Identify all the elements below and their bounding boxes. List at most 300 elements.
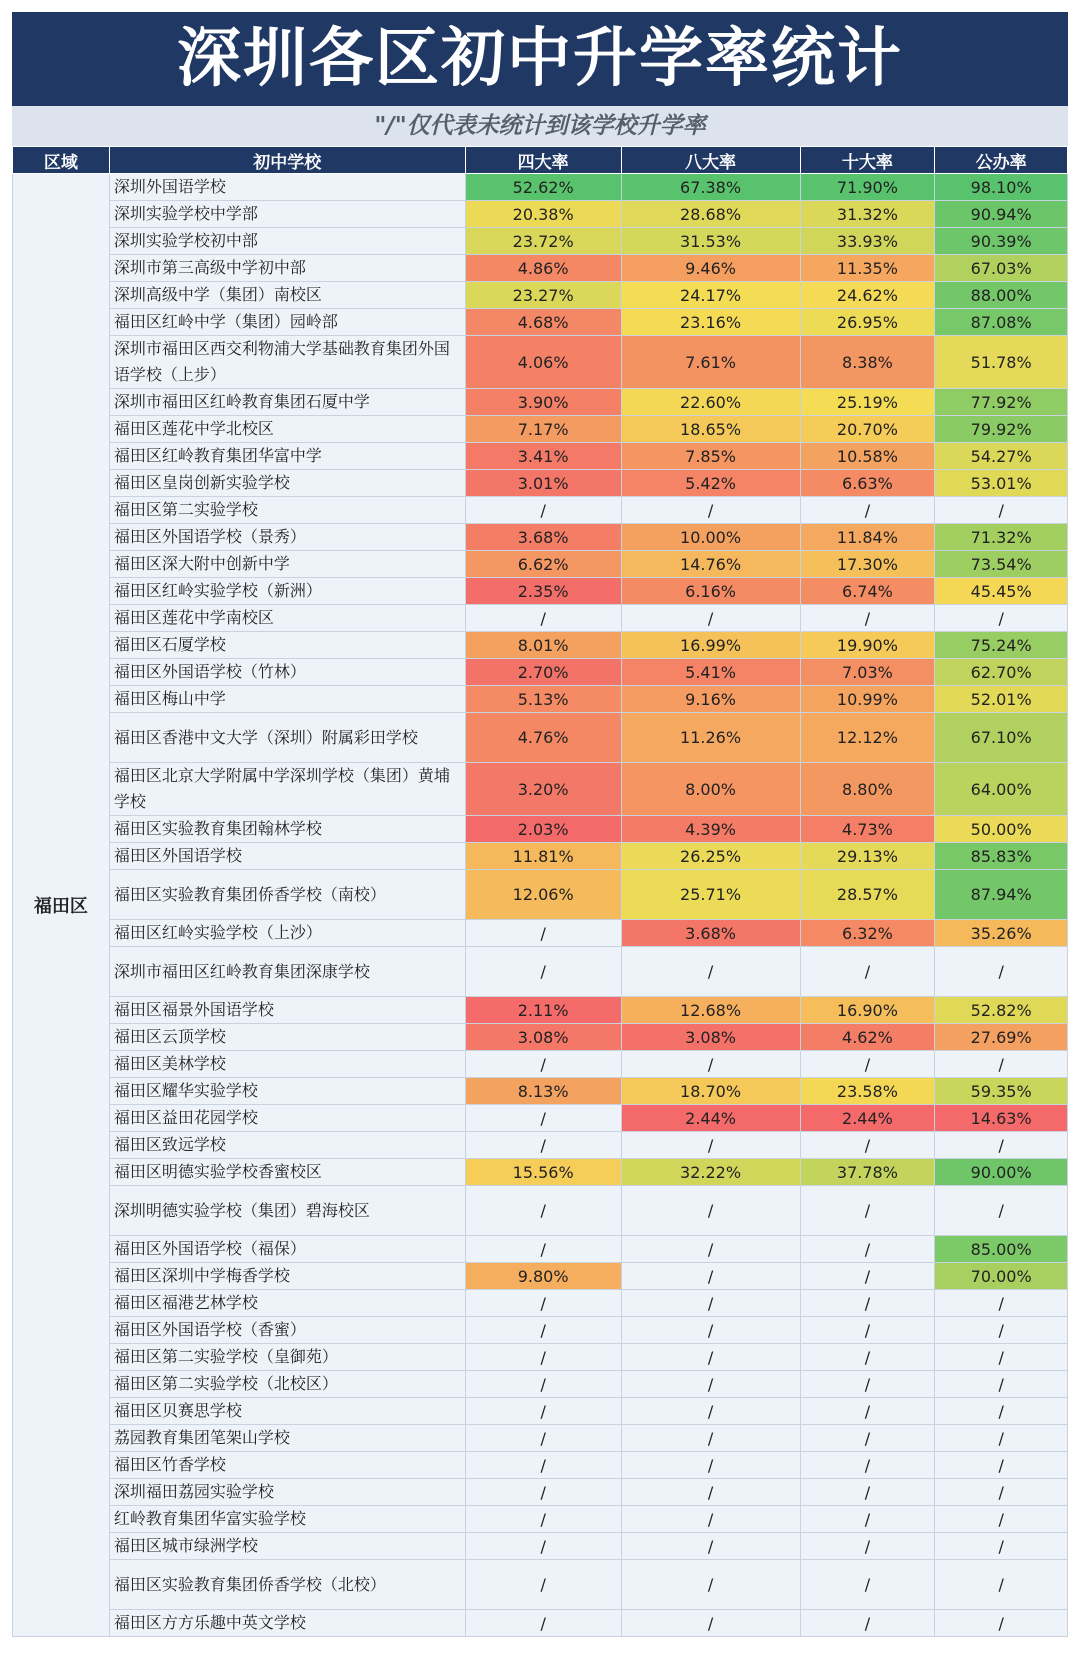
- public-rate-cell: 87.94%: [935, 870, 1068, 920]
- table-row: [13, 282, 1068, 309]
- table-row: [13, 443, 1068, 470]
- region-cell: 福田区: [13, 174, 110, 1637]
- table-row: [13, 1024, 1068, 1051]
- table-row: [13, 659, 1068, 686]
- school-name-cell: 福田区云顶学校: [109, 1024, 465, 1051]
- top8-rate-cell: /: [621, 1051, 800, 1078]
- table-row: [13, 1371, 1068, 1398]
- top8-rate-cell: 31.53%: [621, 228, 800, 255]
- header-public-rate: 公办率: [935, 147, 1068, 174]
- school-name-cell: 福田区皇岗创新实验学校: [109, 470, 465, 497]
- table-row: [13, 470, 1068, 497]
- public-rate-cell: 88.00%: [935, 282, 1068, 309]
- school-name-cell: 福田区福港艺林学校: [109, 1290, 465, 1317]
- public-rate-cell: 64.00%: [935, 763, 1068, 816]
- top10-rate-cell: /: [800, 1533, 935, 1560]
- top4-rate-cell: 2.35%: [465, 578, 621, 605]
- school-name-cell: 深圳市第三高级中学初中部: [109, 255, 465, 282]
- table-row: [13, 174, 1068, 201]
- top4-rate-cell: /: [465, 605, 621, 632]
- public-rate-cell: 87.08%: [935, 309, 1068, 336]
- school-name-cell: 红岭教育集团华富实验学校: [109, 1506, 465, 1533]
- school-name-cell: 福田区红岭实验学校（新洲）: [109, 578, 465, 605]
- top4-rate-cell: 9.80%: [465, 1263, 621, 1290]
- top8-rate-cell: 24.17%: [621, 282, 800, 309]
- top10-rate-cell: /: [800, 1344, 935, 1371]
- top10-rate-cell: 6.74%: [800, 578, 935, 605]
- public-rate-cell: 67.10%: [935, 713, 1068, 763]
- public-rate-cell: /: [935, 1506, 1068, 1533]
- top10-rate-cell: /: [800, 1371, 935, 1398]
- top8-rate-cell: 14.76%: [621, 551, 800, 578]
- top4-rate-cell: 3.41%: [465, 443, 621, 470]
- public-rate-cell: 90.00%: [935, 1159, 1068, 1186]
- top8-rate-cell: 26.25%: [621, 843, 800, 870]
- top10-rate-cell: /: [800, 1132, 935, 1159]
- top10-rate-cell: 26.95%: [800, 309, 935, 336]
- top10-rate-cell: /: [800, 1479, 935, 1506]
- public-rate-cell: /: [935, 1317, 1068, 1344]
- table-row: [13, 416, 1068, 443]
- header-top10-rate: 十大率: [800, 147, 935, 174]
- public-rate-cell: /: [935, 1560, 1068, 1610]
- top10-rate-cell: 2.44%: [800, 1105, 935, 1132]
- top4-rate-cell: 4.06%: [465, 336, 621, 389]
- table-row: [13, 389, 1068, 416]
- top4-rate-cell: 2.11%: [465, 997, 621, 1024]
- top10-rate-cell: /: [800, 1560, 935, 1610]
- top4-rate-cell: /: [465, 1533, 621, 1560]
- top10-rate-cell: 37.78%: [800, 1159, 935, 1186]
- public-rate-cell: 75.24%: [935, 632, 1068, 659]
- school-name-cell: 福田区外国语学校（竹林）: [109, 659, 465, 686]
- top8-rate-cell: 7.85%: [621, 443, 800, 470]
- top10-rate-cell: 7.03%: [800, 659, 935, 686]
- top4-rate-cell: 3.68%: [465, 524, 621, 551]
- public-rate-cell: 54.27%: [935, 443, 1068, 470]
- top8-rate-cell: 12.68%: [621, 997, 800, 1024]
- top8-rate-cell: 9.16%: [621, 686, 800, 713]
- top10-rate-cell: /: [800, 1506, 935, 1533]
- school-name-cell: 福田区香港中文大学（深圳）附属彩田学校: [109, 713, 465, 763]
- top8-rate-cell: /: [621, 497, 800, 524]
- school-name-cell: 福田区第二实验学校（皇御苑）: [109, 1344, 465, 1371]
- top8-rate-cell: 18.65%: [621, 416, 800, 443]
- table-row: [13, 1236, 1068, 1263]
- school-name-cell: 深圳实验学校中学部: [109, 201, 465, 228]
- top4-rate-cell: 23.27%: [465, 282, 621, 309]
- table-row: [13, 255, 1068, 282]
- top4-rate-cell: /: [465, 920, 621, 947]
- school-name-cell: 福田区实验教育集团侨香学校（南校）: [109, 870, 465, 920]
- public-rate-cell: 62.70%: [935, 659, 1068, 686]
- school-name-cell: 福田区美林学校: [109, 1051, 465, 1078]
- public-rate-cell: /: [935, 1132, 1068, 1159]
- top4-rate-cell: /: [465, 1051, 621, 1078]
- table-row: [13, 1051, 1068, 1078]
- top8-rate-cell: /: [621, 1371, 800, 1398]
- table-row: [13, 1344, 1068, 1371]
- top4-rate-cell: 3.20%: [465, 763, 621, 816]
- top8-rate-cell: 3.68%: [621, 920, 800, 947]
- top10-rate-cell: /: [800, 1263, 935, 1290]
- top4-rate-cell: /: [465, 1452, 621, 1479]
- top8-rate-cell: 7.61%: [621, 336, 800, 389]
- top8-rate-cell: 28.68%: [621, 201, 800, 228]
- table-row: [13, 551, 1068, 578]
- top4-rate-cell: /: [465, 947, 621, 997]
- school-name-cell: 福田区北京大学附属中学深圳学校（集团）黄埔学校: [109, 763, 465, 816]
- public-rate-cell: /: [935, 497, 1068, 524]
- top4-rate-cell: 4.68%: [465, 309, 621, 336]
- top10-rate-cell: 28.57%: [800, 870, 935, 920]
- top4-rate-cell: 3.08%: [465, 1024, 621, 1051]
- top8-rate-cell: /: [621, 1132, 800, 1159]
- school-name-cell: 福田区莲花中学北校区: [109, 416, 465, 443]
- table-row: [13, 870, 1068, 920]
- public-rate-cell: 98.10%: [935, 174, 1068, 201]
- top10-rate-cell: 23.58%: [800, 1078, 935, 1105]
- school-name-cell: 福田区深圳中学梅香学校: [109, 1263, 465, 1290]
- top4-rate-cell: 12.06%: [465, 870, 621, 920]
- public-rate-cell: /: [935, 1371, 1068, 1398]
- top4-rate-cell: /: [465, 1479, 621, 1506]
- top8-rate-cell: 23.16%: [621, 309, 800, 336]
- public-rate-cell: /: [935, 1452, 1068, 1479]
- school-name-cell: 福田区梅山中学: [109, 686, 465, 713]
- top4-rate-cell: /: [465, 1105, 621, 1132]
- public-rate-cell: /: [935, 1533, 1068, 1560]
- top10-rate-cell: 8.80%: [800, 763, 935, 816]
- top10-rate-cell: 31.32%: [800, 201, 935, 228]
- school-name-cell: 深圳明德实验学校（集团）碧海校区: [109, 1186, 465, 1236]
- top8-rate-cell: 5.42%: [621, 470, 800, 497]
- top10-rate-cell: 6.32%: [800, 920, 935, 947]
- table-row: [13, 1290, 1068, 1317]
- table-row: [13, 1105, 1068, 1132]
- public-rate-cell: 52.01%: [935, 686, 1068, 713]
- table-row: [13, 497, 1068, 524]
- public-rate-cell: 79.92%: [935, 416, 1068, 443]
- top8-rate-cell: /: [621, 1533, 800, 1560]
- top4-rate-cell: 7.17%: [465, 416, 621, 443]
- top8-rate-cell: 8.00%: [621, 763, 800, 816]
- school-name-cell: 深圳市福田区西交利物浦大学基础教育集团外国语学校（上步）: [109, 336, 465, 389]
- public-rate-cell: 50.00%: [935, 816, 1068, 843]
- page-subtitle: "/"仅代表未统计到该学校升学率: [12, 106, 1068, 146]
- top4-rate-cell: /: [465, 1290, 621, 1317]
- school-name-cell: 福田区实验教育集团侨香学校（北校）: [109, 1560, 465, 1610]
- top10-rate-cell: /: [800, 1186, 935, 1236]
- table-row: [13, 1132, 1068, 1159]
- top4-rate-cell: /: [465, 1425, 621, 1452]
- school-name-cell: 福田区莲花中学南校区: [109, 605, 465, 632]
- school-name-cell: 荔园教育集团笔架山学校: [109, 1425, 465, 1452]
- top8-rate-cell: 18.70%: [621, 1078, 800, 1105]
- top8-rate-cell: /: [621, 1290, 800, 1317]
- top8-rate-cell: 3.08%: [621, 1024, 800, 1051]
- table-row: [13, 336, 1068, 389]
- school-name-cell: 福田区红岭中学（集团）园岭部: [109, 309, 465, 336]
- top10-rate-cell: 10.58%: [800, 443, 935, 470]
- table-row: [13, 713, 1068, 763]
- top8-rate-cell: /: [621, 1479, 800, 1506]
- school-name-cell: 福田区益田花园学校: [109, 1105, 465, 1132]
- table-row: [13, 1452, 1068, 1479]
- public-rate-cell: /: [935, 1186, 1068, 1236]
- top10-rate-cell: 16.90%: [800, 997, 935, 1024]
- top10-rate-cell: 71.90%: [800, 174, 935, 201]
- table-header-row: [13, 147, 1068, 174]
- school-name-cell: 深圳市福田区红岭教育集团深康学校: [109, 947, 465, 997]
- top8-rate-cell: /: [621, 1560, 800, 1610]
- school-name-cell: 福田区耀华实验学校: [109, 1078, 465, 1105]
- top10-rate-cell: 19.90%: [800, 632, 935, 659]
- table-row: [13, 524, 1068, 551]
- public-rate-cell: 14.63%: [935, 1105, 1068, 1132]
- header-region: 区域: [13, 147, 110, 174]
- public-rate-cell: 53.01%: [935, 470, 1068, 497]
- table-row: [13, 920, 1068, 947]
- top4-rate-cell: 23.72%: [465, 228, 621, 255]
- top10-rate-cell: /: [800, 1398, 935, 1425]
- table-row: [13, 1398, 1068, 1425]
- public-rate-cell: /: [935, 1425, 1068, 1452]
- top10-rate-cell: /: [800, 497, 935, 524]
- page: [12, 12, 1068, 1637]
- top4-rate-cell: /: [465, 497, 621, 524]
- top10-rate-cell: /: [800, 1610, 935, 1637]
- top10-rate-cell: 12.12%: [800, 713, 935, 763]
- table-row: [13, 1317, 1068, 1344]
- public-rate-cell: 67.03%: [935, 255, 1068, 282]
- top8-rate-cell: 6.16%: [621, 578, 800, 605]
- table-row: [13, 843, 1068, 870]
- top4-rate-cell: 5.13%: [465, 686, 621, 713]
- top4-rate-cell: 3.90%: [465, 389, 621, 416]
- public-rate-cell: 90.39%: [935, 228, 1068, 255]
- top8-rate-cell: 5.41%: [621, 659, 800, 686]
- table-row: [13, 1506, 1068, 1533]
- table-row: [13, 1425, 1068, 1452]
- top4-rate-cell: 6.62%: [465, 551, 621, 578]
- top10-rate-cell: /: [800, 1290, 935, 1317]
- top10-rate-cell: 29.13%: [800, 843, 935, 870]
- table-row: [13, 605, 1068, 632]
- top10-rate-cell: 11.35%: [800, 255, 935, 282]
- table-row: [13, 1533, 1068, 1560]
- table-row: [13, 1610, 1068, 1637]
- top10-rate-cell: 4.62%: [800, 1024, 935, 1051]
- public-rate-cell: /: [935, 947, 1068, 997]
- top8-rate-cell: /: [621, 1344, 800, 1371]
- table-row: [13, 816, 1068, 843]
- public-rate-cell: 35.26%: [935, 920, 1068, 947]
- school-name-cell: 深圳福田荔园实验学校: [109, 1479, 465, 1506]
- page-title: 深圳各区初中升学率统计: [12, 12, 1068, 106]
- public-rate-cell: 71.32%: [935, 524, 1068, 551]
- top8-rate-cell: /: [621, 605, 800, 632]
- top8-rate-cell: /: [621, 1186, 800, 1236]
- public-rate-cell: 77.92%: [935, 389, 1068, 416]
- top8-rate-cell: /: [621, 1425, 800, 1452]
- public-rate-cell: /: [935, 605, 1068, 632]
- table-row: [13, 1263, 1068, 1290]
- top10-rate-cell: 6.63%: [800, 470, 935, 497]
- table-row: [13, 201, 1068, 228]
- top4-rate-cell: /: [465, 1506, 621, 1533]
- top10-rate-cell: /: [800, 1317, 935, 1344]
- top10-rate-cell: 8.38%: [800, 336, 935, 389]
- top10-rate-cell: 4.73%: [800, 816, 935, 843]
- top4-rate-cell: /: [465, 1344, 621, 1371]
- public-rate-cell: 85.83%: [935, 843, 1068, 870]
- public-rate-cell: 73.54%: [935, 551, 1068, 578]
- public-rate-cell: 27.69%: [935, 1024, 1068, 1051]
- top4-rate-cell: /: [465, 1317, 621, 1344]
- school-name-cell: 福田区外国语学校（福保）: [109, 1236, 465, 1263]
- school-name-cell: 福田区明德实验学校香蜜校区: [109, 1159, 465, 1186]
- school-name-cell: 福田区红岭教育集团华富中学: [109, 443, 465, 470]
- top4-rate-cell: 3.01%: [465, 470, 621, 497]
- public-rate-cell: /: [935, 1344, 1068, 1371]
- top10-rate-cell: /: [800, 1236, 935, 1263]
- table-row: [13, 1159, 1068, 1186]
- public-rate-cell: 51.78%: [935, 336, 1068, 389]
- top10-rate-cell: 10.99%: [800, 686, 935, 713]
- header-top8-rate: 八大率: [621, 147, 800, 174]
- table-row: [13, 997, 1068, 1024]
- top4-rate-cell: /: [465, 1186, 621, 1236]
- table-row: [13, 632, 1068, 659]
- top8-rate-cell: 25.71%: [621, 870, 800, 920]
- school-name-cell: 福田区外国语学校: [109, 843, 465, 870]
- public-rate-cell: 59.35%: [935, 1078, 1068, 1105]
- top4-rate-cell: /: [465, 1610, 621, 1637]
- table-row: [13, 309, 1068, 336]
- top4-rate-cell: 15.56%: [465, 1159, 621, 1186]
- public-rate-cell: /: [935, 1290, 1068, 1317]
- top10-rate-cell: 20.70%: [800, 416, 935, 443]
- top4-rate-cell: 2.70%: [465, 659, 621, 686]
- table-row: [13, 1560, 1068, 1610]
- top10-rate-cell: 17.30%: [800, 551, 935, 578]
- top8-rate-cell: /: [621, 1236, 800, 1263]
- top8-rate-cell: 9.46%: [621, 255, 800, 282]
- top10-rate-cell: 24.62%: [800, 282, 935, 309]
- school-name-cell: 福田区外国语学校（香蜜）: [109, 1317, 465, 1344]
- school-name-cell: 福田区福景外国语学校: [109, 997, 465, 1024]
- school-name-cell: 福田区红岭实验学校（上沙）: [109, 920, 465, 947]
- school-name-cell: 福田区第二实验学校: [109, 497, 465, 524]
- school-name-cell: 深圳实验学校初中部: [109, 228, 465, 255]
- top8-rate-cell: /: [621, 1610, 800, 1637]
- school-name-cell: 福田区致远学校: [109, 1132, 465, 1159]
- public-rate-cell: /: [935, 1051, 1068, 1078]
- top4-rate-cell: /: [465, 1560, 621, 1610]
- school-name-cell: 深圳市福田区红岭教育集团石厦中学: [109, 389, 465, 416]
- table-row: [13, 947, 1068, 997]
- school-name-cell: 福田区石厦学校: [109, 632, 465, 659]
- top4-rate-cell: /: [465, 1398, 621, 1425]
- top8-rate-cell: 67.38%: [621, 174, 800, 201]
- header-top4-rate: 四大率: [465, 147, 621, 174]
- top4-rate-cell: 8.13%: [465, 1078, 621, 1105]
- school-name-cell: 福田区深大附中创新中学: [109, 551, 465, 578]
- top8-rate-cell: 11.26%: [621, 713, 800, 763]
- top8-rate-cell: 22.60%: [621, 389, 800, 416]
- table-row: [13, 228, 1068, 255]
- table-row: [13, 686, 1068, 713]
- top8-rate-cell: 32.22%: [621, 1159, 800, 1186]
- public-rate-cell: /: [935, 1479, 1068, 1506]
- public-rate-cell: 85.00%: [935, 1236, 1068, 1263]
- top4-rate-cell: 2.03%: [465, 816, 621, 843]
- public-rate-cell: /: [935, 1398, 1068, 1425]
- top10-rate-cell: /: [800, 1425, 935, 1452]
- top8-rate-cell: /: [621, 1398, 800, 1425]
- public-rate-cell: /: [935, 1610, 1068, 1637]
- top10-rate-cell: /: [800, 947, 935, 997]
- top4-rate-cell: /: [465, 1371, 621, 1398]
- top4-rate-cell: 8.01%: [465, 632, 621, 659]
- top8-rate-cell: /: [621, 1263, 800, 1290]
- table-row: [13, 1078, 1068, 1105]
- data-table: [12, 146, 1068, 1637]
- public-rate-cell: 45.45%: [935, 578, 1068, 605]
- top4-rate-cell: 4.76%: [465, 713, 621, 763]
- school-name-cell: 深圳高级中学（集团）南校区: [109, 282, 465, 309]
- top8-rate-cell: /: [621, 1317, 800, 1344]
- school-name-cell: 福田区方方乐趣中英文学校: [109, 1610, 465, 1637]
- top8-rate-cell: 2.44%: [621, 1105, 800, 1132]
- school-name-cell: 福田区第二实验学校（北校区）: [109, 1371, 465, 1398]
- table-row: [13, 763, 1068, 816]
- table-row: [13, 1186, 1068, 1236]
- school-name-cell: 福田区城市绿洲学校: [109, 1533, 465, 1560]
- top4-rate-cell: 52.62%: [465, 174, 621, 201]
- top10-rate-cell: /: [800, 1452, 935, 1479]
- top4-rate-cell: 4.86%: [465, 255, 621, 282]
- public-rate-cell: 70.00%: [935, 1263, 1068, 1290]
- top4-rate-cell: 11.81%: [465, 843, 621, 870]
- top8-rate-cell: 16.99%: [621, 632, 800, 659]
- top4-rate-cell: /: [465, 1132, 621, 1159]
- school-name-cell: 福田区贝赛思学校: [109, 1398, 465, 1425]
- public-rate-cell: 90.94%: [935, 201, 1068, 228]
- school-name-cell: 福田区竹香学校: [109, 1452, 465, 1479]
- top10-rate-cell: 33.93%: [800, 228, 935, 255]
- school-name-cell: 深圳外国语学校: [109, 174, 465, 201]
- top10-rate-cell: /: [800, 605, 935, 632]
- top4-rate-cell: /: [465, 1236, 621, 1263]
- top10-rate-cell: /: [800, 1051, 935, 1078]
- school-name-cell: 福田区外国语学校（景秀）: [109, 524, 465, 551]
- school-name-cell: 福田区实验教育集团翰林学校: [109, 816, 465, 843]
- table-row: [13, 1479, 1068, 1506]
- top10-rate-cell: 11.84%: [800, 524, 935, 551]
- top4-rate-cell: 20.38%: [465, 201, 621, 228]
- top8-rate-cell: /: [621, 1506, 800, 1533]
- top8-rate-cell: 10.00%: [621, 524, 800, 551]
- top8-rate-cell: 4.39%: [621, 816, 800, 843]
- public-rate-cell: 52.82%: [935, 997, 1068, 1024]
- table-row: [13, 578, 1068, 605]
- header-school: 初中学校: [109, 147, 465, 174]
- top8-rate-cell: /: [621, 1452, 800, 1479]
- top10-rate-cell: 25.19%: [800, 389, 935, 416]
- top8-rate-cell: /: [621, 947, 800, 997]
